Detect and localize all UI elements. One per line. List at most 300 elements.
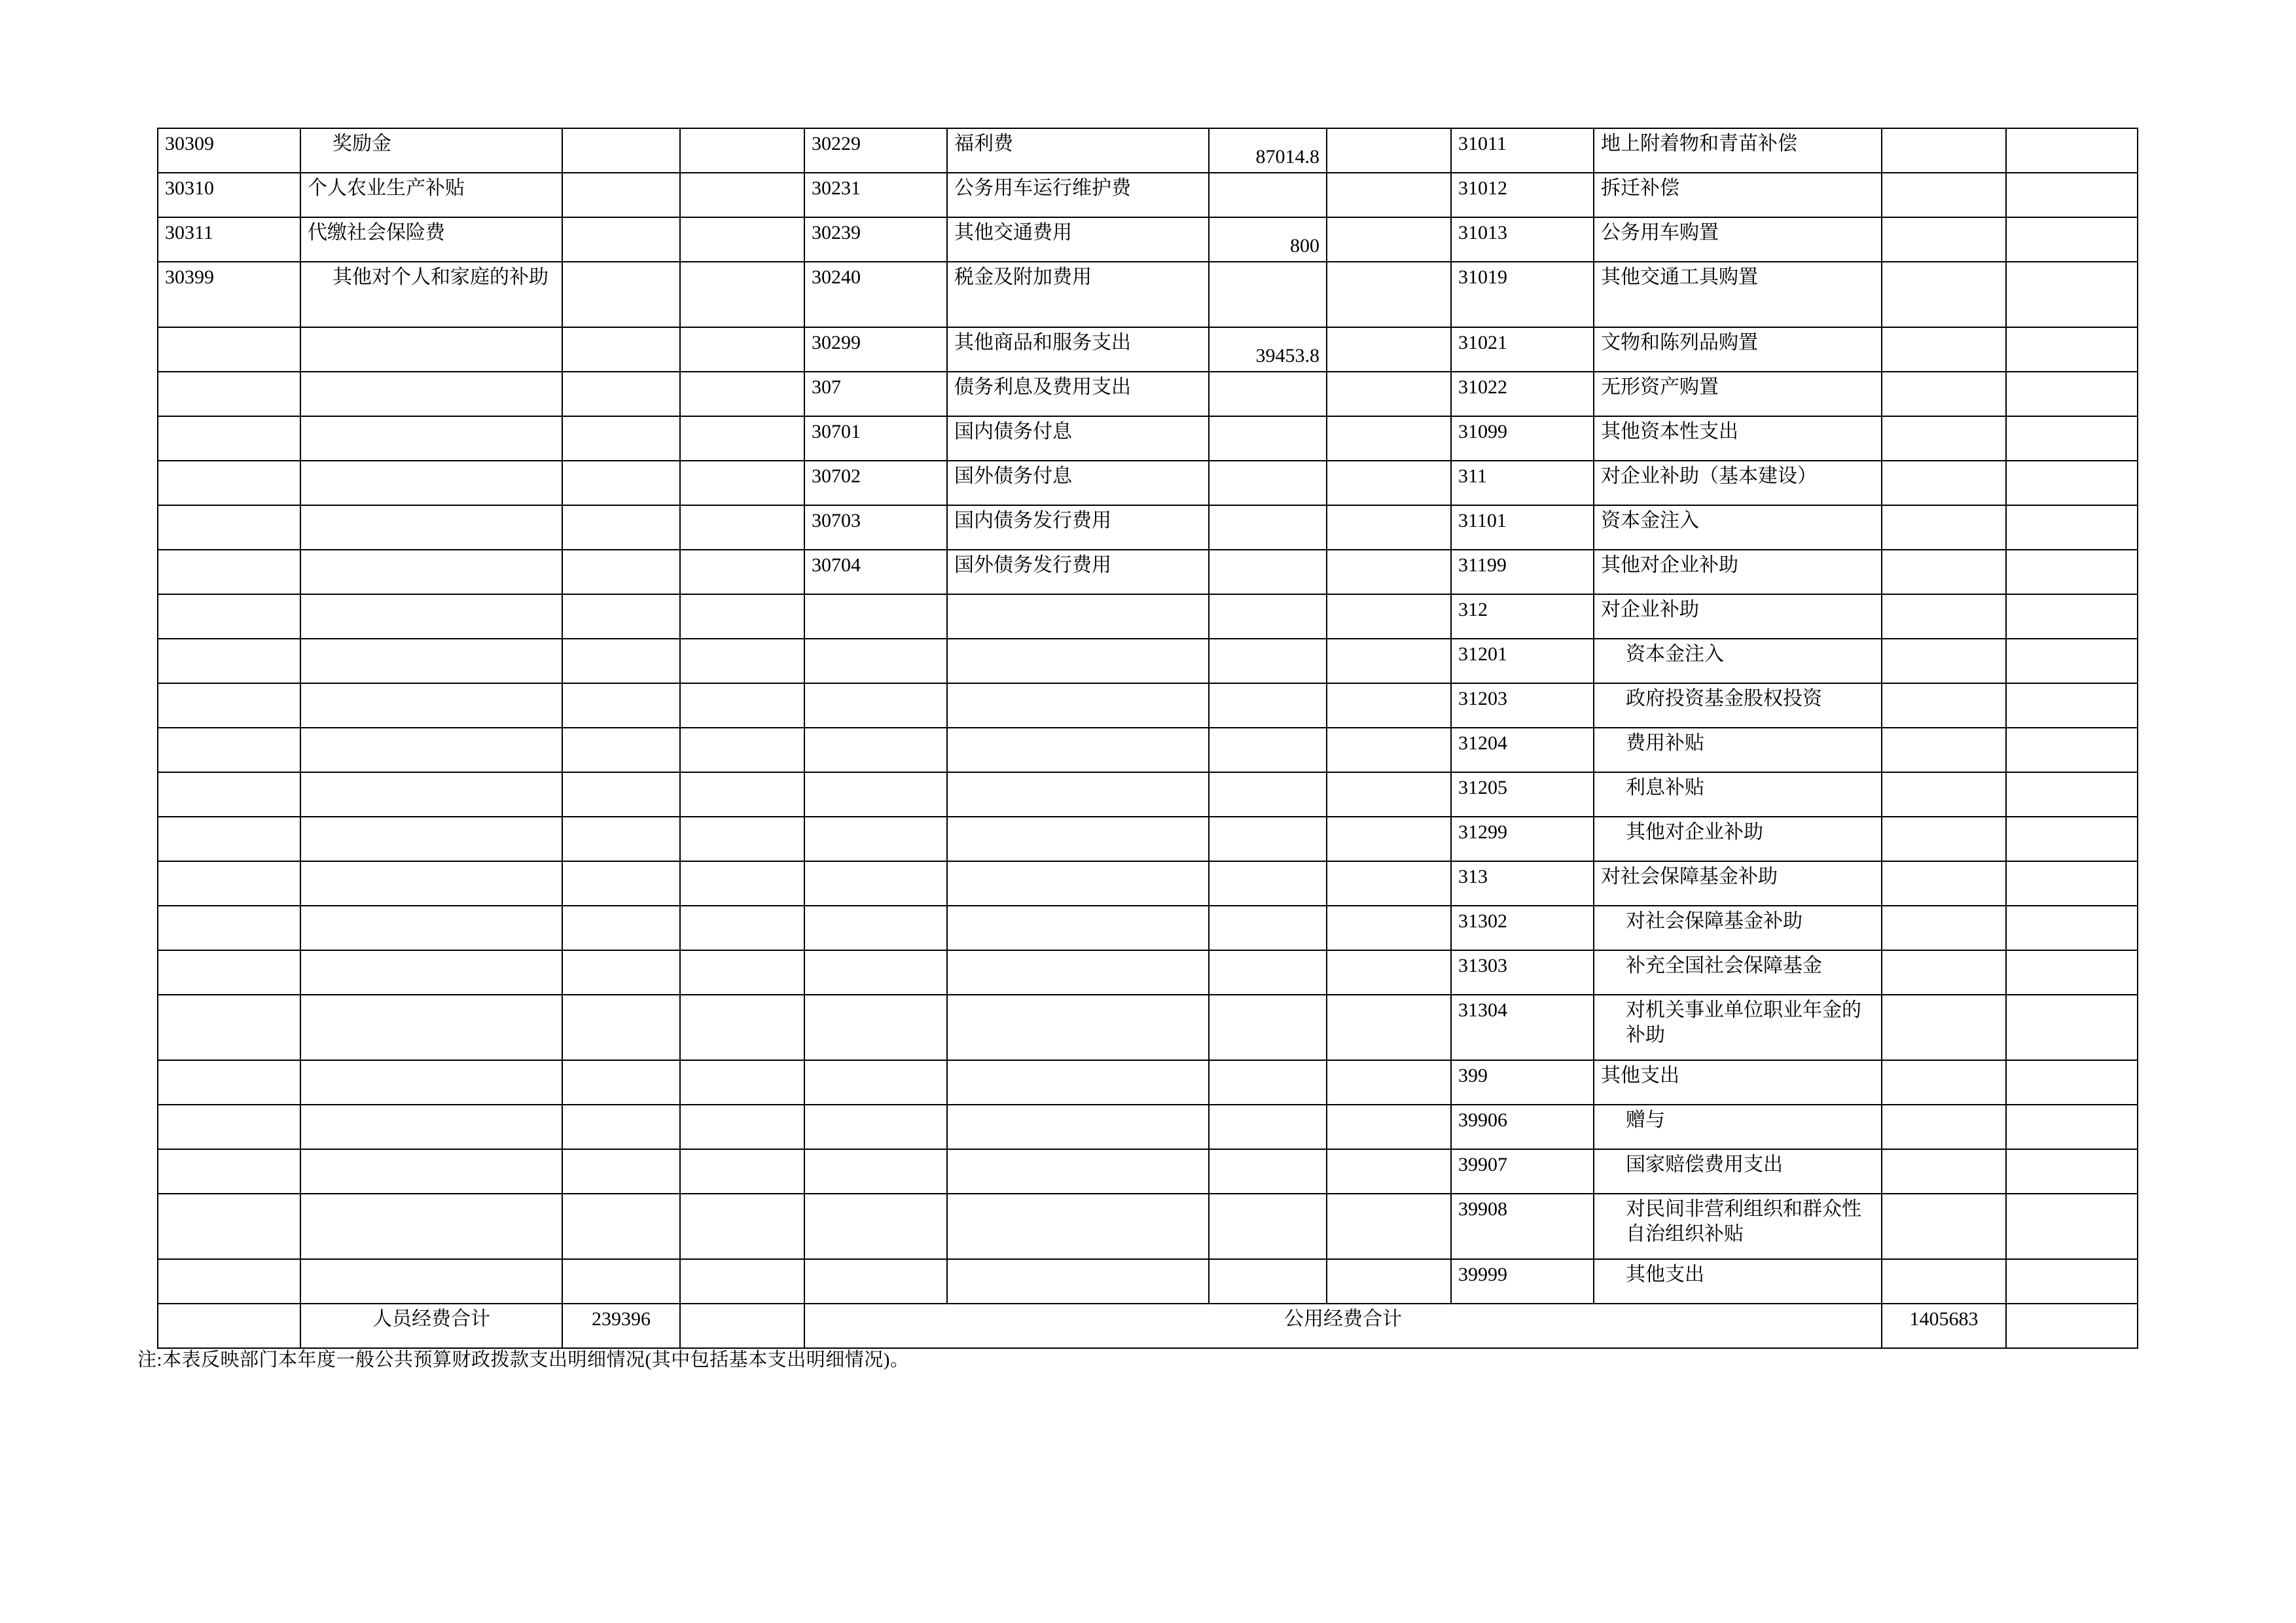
cell-blank (1327, 372, 1451, 416)
cell-blank (680, 262, 804, 327)
cell-amount (1882, 217, 2006, 262)
cell-blank (680, 550, 804, 594)
cell-amount (1209, 817, 1327, 861)
cell-code (804, 1194, 947, 1259)
cell-code: 31013 (1451, 217, 1594, 262)
cell-blank (1327, 416, 1451, 461)
cell-code (158, 1194, 300, 1259)
cell-blank (1327, 461, 1451, 505)
cell-blank (1327, 217, 1451, 262)
cell-blank (1327, 728, 1451, 772)
cell-amount (1209, 1105, 1327, 1149)
cell-amount (562, 906, 680, 950)
cell-blank (680, 861, 804, 906)
budget-table (157, 128, 2138, 1349)
cell-name (300, 728, 562, 772)
table-row (158, 950, 2138, 995)
cell-code: 31302 (1451, 906, 1594, 950)
table-row (158, 461, 2138, 505)
cell-amount (1882, 416, 2006, 461)
cell-name (947, 906, 1209, 950)
cell-amount (1882, 128, 2006, 173)
cell-name (300, 772, 562, 817)
table-row (158, 262, 2138, 327)
cell-code (804, 861, 947, 906)
cell-blank (2006, 639, 2138, 683)
cell-code (804, 683, 947, 728)
cell-amount (1882, 772, 2006, 817)
cell-amount (1209, 416, 1327, 461)
cell-amount (1209, 1060, 1327, 1105)
cell-blank (1327, 173, 1451, 217)
cell-amount (562, 861, 680, 906)
table-row (158, 1194, 2138, 1259)
cell-name: 其他支出 (1594, 1259, 1882, 1304)
cell-blank (680, 639, 804, 683)
cell-name: 公务用车运行维护费 (947, 173, 1209, 217)
cell-blank (2006, 173, 2138, 217)
cell-blank (1327, 639, 1451, 683)
cell-code (158, 594, 300, 639)
cell-name (947, 1060, 1209, 1105)
cell-code: 31022 (1451, 372, 1594, 416)
cell-blank (2006, 1259, 2138, 1304)
table-row (158, 372, 2138, 416)
cell-name (947, 683, 1209, 728)
cell-name: 奖励金 (300, 128, 562, 173)
cell-blank (1327, 128, 1451, 173)
cell-amount (1209, 594, 1327, 639)
cell-code: 30309 (158, 128, 300, 173)
cell-code: 30299 (804, 327, 947, 372)
cell-code: 31199 (1451, 550, 1594, 594)
cell-blank (2006, 772, 2138, 817)
cell-blank (2006, 217, 2138, 262)
cell-name: 无形资产购置 (1594, 372, 1882, 416)
cell-code (158, 1105, 300, 1149)
cell-amount (1882, 594, 2006, 639)
cell-amount (1209, 173, 1327, 217)
cell-name (947, 1259, 1209, 1304)
cell-name: 资本金注入 (1594, 505, 1882, 550)
cell-amount (1209, 1194, 1327, 1259)
cell-blank (680, 461, 804, 505)
cell-code (158, 1259, 300, 1304)
cell-blank (680, 327, 804, 372)
cell-name: 赠与 (1594, 1105, 1882, 1149)
table-row (158, 683, 2138, 728)
cell-name (947, 950, 1209, 995)
cell-code (804, 728, 947, 772)
cell-name: 其他对企业补助 (1594, 550, 1882, 594)
table-row (158, 906, 2138, 950)
cell-name (300, 950, 562, 995)
table-row (158, 505, 2138, 550)
cell-amount (1882, 950, 2006, 995)
cell-amount (562, 772, 680, 817)
cell-blank (2006, 550, 2138, 594)
cell-blank (2006, 461, 2138, 505)
cell-blank (2006, 594, 2138, 639)
cell-amount (562, 173, 680, 217)
cell-amount (562, 505, 680, 550)
table-note: 注:本表反映部门本年度一般公共预算财政拨款支出明细情况(其中包括基本支出明细情况)。 (137, 1349, 910, 1370)
cell-blank (1327, 1194, 1451, 1259)
cell-name: 对社会保障基金补助 (1594, 906, 1882, 950)
cell-blank (680, 217, 804, 262)
cell-code: 31019 (1451, 262, 1594, 327)
table-row (158, 817, 2138, 861)
cell-code: 30310 (158, 173, 300, 217)
cell-blank (680, 1060, 804, 1105)
cell-amount (1882, 906, 2006, 950)
cell-code: 307 (804, 372, 947, 416)
cell-amount (562, 1060, 680, 1105)
cell-blank (2006, 505, 2138, 550)
cell-amount (1209, 1259, 1327, 1304)
totals-blank-end (2006, 1304, 2138, 1348)
cell-name: 国内债务发行费用 (947, 505, 1209, 550)
cell-name: 其他对企业补助 (1594, 817, 1882, 861)
cell-name: 拆迁补偿 (1594, 173, 1882, 217)
cell-name (300, 594, 562, 639)
cell-amount (1882, 550, 2006, 594)
cell-amount (1882, 1149, 2006, 1194)
table-row (158, 1105, 2138, 1149)
cell-code: 31201 (1451, 639, 1594, 683)
cell-name: 对机关事业单位职业年金的补助 (1594, 995, 1882, 1060)
cell-code: 311 (1451, 461, 1594, 505)
cell-amount (1209, 995, 1327, 1060)
cell-blank (680, 683, 804, 728)
cell-code (804, 772, 947, 817)
cell-name: 国家赔偿费用支出 (1594, 1149, 1882, 1194)
cell-code: 313 (1451, 861, 1594, 906)
cell-code (158, 416, 300, 461)
cell-name (947, 728, 1209, 772)
cell-amount (1209, 639, 1327, 683)
cell-amount (1209, 461, 1327, 505)
cell-blank (2006, 128, 2138, 173)
table-row (158, 995, 2138, 1060)
cell-code: 31303 (1451, 950, 1594, 995)
cell-name: 利息补贴 (1594, 772, 1882, 817)
cell-amount (1209, 861, 1327, 906)
cell-amount (1209, 505, 1327, 550)
cell-code: 30311 (158, 217, 300, 262)
cell-code: 39999 (1451, 1259, 1594, 1304)
cell-code (158, 372, 300, 416)
cell-name: 补充全国社会保障基金 (1594, 950, 1882, 995)
cell-amount (1882, 817, 2006, 861)
cell-blank (680, 173, 804, 217)
cell-code: 39906 (1451, 1105, 1594, 1149)
cell-amount (562, 550, 680, 594)
cell-amount (1209, 950, 1327, 995)
cell-name (300, 372, 562, 416)
cell-blank (2006, 817, 2138, 861)
cell-name (947, 861, 1209, 906)
cell-blank (1327, 1105, 1451, 1149)
cell-amount (1882, 262, 2006, 327)
cell-code (158, 1149, 300, 1194)
cell-blank (2006, 372, 2138, 416)
cell-amount (562, 372, 680, 416)
personnel-total-label: 人员经费合计 (300, 1304, 562, 1348)
personnel-total-value: 239396 (562, 1304, 680, 1348)
cell-blank (2006, 950, 2138, 995)
cell-blank (1327, 1149, 1451, 1194)
cell-code (804, 950, 947, 995)
cell-blank (1327, 995, 1451, 1060)
cell-amount (1882, 639, 2006, 683)
cell-amount (1882, 173, 2006, 217)
cell-blank (2006, 1194, 2138, 1259)
cell-amount (1882, 1105, 2006, 1149)
cell-amount (562, 416, 680, 461)
table-row (158, 772, 2138, 817)
cell-name: 文物和陈列品购置 (1594, 327, 1882, 372)
cell-amount (1209, 906, 1327, 950)
table-row (158, 861, 2138, 906)
cell-blank (680, 728, 804, 772)
cell-name: 代缴社会保险费 (300, 217, 562, 262)
cell-name: 其他交通费用 (947, 217, 1209, 262)
cell-blank (2006, 1149, 2138, 1194)
cell-amount (562, 639, 680, 683)
cell-amount (1209, 262, 1327, 327)
cell-code: 39907 (1451, 1149, 1594, 1194)
cell-blank (1327, 550, 1451, 594)
cell-code: 39908 (1451, 1194, 1594, 1259)
cell-name: 国外债务发行费用 (947, 550, 1209, 594)
cell-name: 对社会保障基金补助 (1594, 861, 1882, 906)
cell-blank (2006, 1060, 2138, 1105)
table-row (158, 728, 2138, 772)
table-body (158, 128, 2138, 1348)
cell-blank (680, 1149, 804, 1194)
cell-name: 国外债务付息 (947, 461, 1209, 505)
cell-code: 30239 (804, 217, 947, 262)
cell-code (158, 683, 300, 728)
table-row (158, 550, 2138, 594)
totals-row (158, 1304, 2138, 1348)
cell-blank (1327, 817, 1451, 861)
cell-blank (1327, 594, 1451, 639)
cell-code (804, 639, 947, 683)
cell-code: 31204 (1451, 728, 1594, 772)
cell-code: 31304 (1451, 995, 1594, 1060)
public-total-value: 1405683 (1882, 1304, 2006, 1348)
cell-code: 30399 (158, 262, 300, 327)
cell-name: 公务用车购置 (1594, 217, 1882, 262)
cell-name: 对民间非营利组织和群众性自治组织补贴 (1594, 1194, 1882, 1259)
cell-code (804, 594, 947, 639)
cell-amount (1882, 1259, 2006, 1304)
cell-blank (1327, 505, 1451, 550)
cell-code: 31021 (1451, 327, 1594, 372)
cell-amount (1882, 728, 2006, 772)
cell-blank (680, 1194, 804, 1259)
cell-name: 地上附着物和青苗补偿 (1594, 128, 1882, 173)
cell-amount (562, 327, 680, 372)
table-row (158, 416, 2138, 461)
cell-name (300, 1194, 562, 1259)
cell-code (804, 995, 947, 1060)
cell-name (300, 1105, 562, 1149)
cell-code (158, 461, 300, 505)
cell-amount (1882, 372, 2006, 416)
cell-blank (2006, 906, 2138, 950)
cell-name: 税金及附加费用 (947, 262, 1209, 327)
cell-amount: 800 (1209, 217, 1327, 262)
totals-spacer (158, 1304, 300, 1348)
cell-name (947, 772, 1209, 817)
cell-code: 30229 (804, 128, 947, 173)
cell-name (300, 1149, 562, 1194)
public-total-label: 公用经费合计 (804, 1304, 1882, 1348)
cell-name (300, 1259, 562, 1304)
cell-code (158, 772, 300, 817)
cell-amount (1882, 683, 2006, 728)
cell-name (947, 594, 1209, 639)
cell-code (158, 995, 300, 1060)
cell-blank (1327, 1259, 1451, 1304)
cell-amount (1882, 505, 2006, 550)
cell-code: 312 (1451, 594, 1594, 639)
cell-blank (2006, 683, 2138, 728)
cell-name (300, 817, 562, 861)
cell-name: 其他商品和服务支出 (947, 327, 1209, 372)
cell-name (300, 1060, 562, 1105)
cell-blank (1327, 772, 1451, 817)
cell-code (158, 861, 300, 906)
cell-amount (562, 950, 680, 995)
cell-name: 对企业补助（基本建设） (1594, 461, 1882, 505)
cell-name (947, 1149, 1209, 1194)
cell-code (158, 1060, 300, 1105)
cell-blank (680, 505, 804, 550)
table-row (158, 327, 2138, 372)
cell-blank (2006, 995, 2138, 1060)
cell-amount (1882, 327, 2006, 372)
cell-blank (680, 1105, 804, 1149)
cell-code: 30703 (804, 505, 947, 550)
cell-blank (1327, 906, 1451, 950)
table-row (158, 1149, 2138, 1194)
cell-name (300, 327, 562, 372)
cell-blank (2006, 1105, 2138, 1149)
table-row (158, 217, 2138, 262)
cell-blank (1327, 683, 1451, 728)
cell-code (158, 327, 300, 372)
cell-amount (1882, 1060, 2006, 1105)
cell-code: 30702 (804, 461, 947, 505)
totals-blank (680, 1304, 804, 1348)
cell-amount (562, 217, 680, 262)
table-row (158, 1060, 2138, 1105)
cell-name: 国内债务付息 (947, 416, 1209, 461)
cell-code (804, 1105, 947, 1149)
cell-amount (562, 461, 680, 505)
cell-name: 其他对个人和家庭的补助 (300, 262, 562, 327)
cell-amount (562, 995, 680, 1060)
cell-code (804, 1259, 947, 1304)
cell-amount (1882, 861, 2006, 906)
cell-blank (1327, 861, 1451, 906)
cell-name: 政府投资基金股权投资 (1594, 683, 1882, 728)
cell-name (300, 906, 562, 950)
cell-amount (1209, 1149, 1327, 1194)
cell-name (947, 1194, 1209, 1259)
cell-code: 31012 (1451, 173, 1594, 217)
cell-blank (680, 995, 804, 1060)
cell-name (947, 639, 1209, 683)
cell-amount (562, 728, 680, 772)
cell-code (804, 1149, 947, 1194)
cell-amount (562, 683, 680, 728)
cell-name (300, 461, 562, 505)
cell-name: 债务利息及费用支出 (947, 372, 1209, 416)
cell-code (158, 728, 300, 772)
cell-code (158, 639, 300, 683)
cell-name (947, 1105, 1209, 1149)
table-row (158, 173, 2138, 217)
cell-amount (1209, 550, 1327, 594)
cell-code: 30704 (804, 550, 947, 594)
table-row (158, 1259, 2138, 1304)
cell-name (300, 861, 562, 906)
cell-name (300, 995, 562, 1060)
budget-sheet (157, 128, 2137, 1349)
cell-code: 31203 (1451, 683, 1594, 728)
cell-amount (562, 128, 680, 173)
cell-code: 399 (1451, 1060, 1594, 1105)
cell-blank (1327, 262, 1451, 327)
cell-amount (1209, 372, 1327, 416)
cell-name (947, 817, 1209, 861)
cell-amount: 39453.8 (1209, 327, 1327, 372)
cell-code: 31299 (1451, 817, 1594, 861)
cell-amount (562, 817, 680, 861)
cell-name: 个人农业生产补贴 (300, 173, 562, 217)
cell-code (804, 1060, 947, 1105)
cell-blank (1327, 1060, 1451, 1105)
cell-amount (1882, 461, 2006, 505)
cell-amount (562, 1194, 680, 1259)
cell-name: 对企业补助 (1594, 594, 1882, 639)
cell-name: 福利费 (947, 128, 1209, 173)
cell-amount (562, 1149, 680, 1194)
cell-blank (2006, 728, 2138, 772)
table-row (158, 594, 2138, 639)
cell-code (158, 817, 300, 861)
cell-code (158, 550, 300, 594)
cell-blank (2006, 327, 2138, 372)
cell-code (804, 906, 947, 950)
cell-name (300, 416, 562, 461)
cell-name (300, 639, 562, 683)
cell-amount (1209, 683, 1327, 728)
cell-blank (680, 128, 804, 173)
cell-blank (680, 906, 804, 950)
cell-blank (2006, 861, 2138, 906)
cell-blank (680, 594, 804, 639)
cell-blank (680, 1259, 804, 1304)
cell-amount (562, 1259, 680, 1304)
cell-code (158, 950, 300, 995)
cell-code: 31099 (1451, 416, 1594, 461)
